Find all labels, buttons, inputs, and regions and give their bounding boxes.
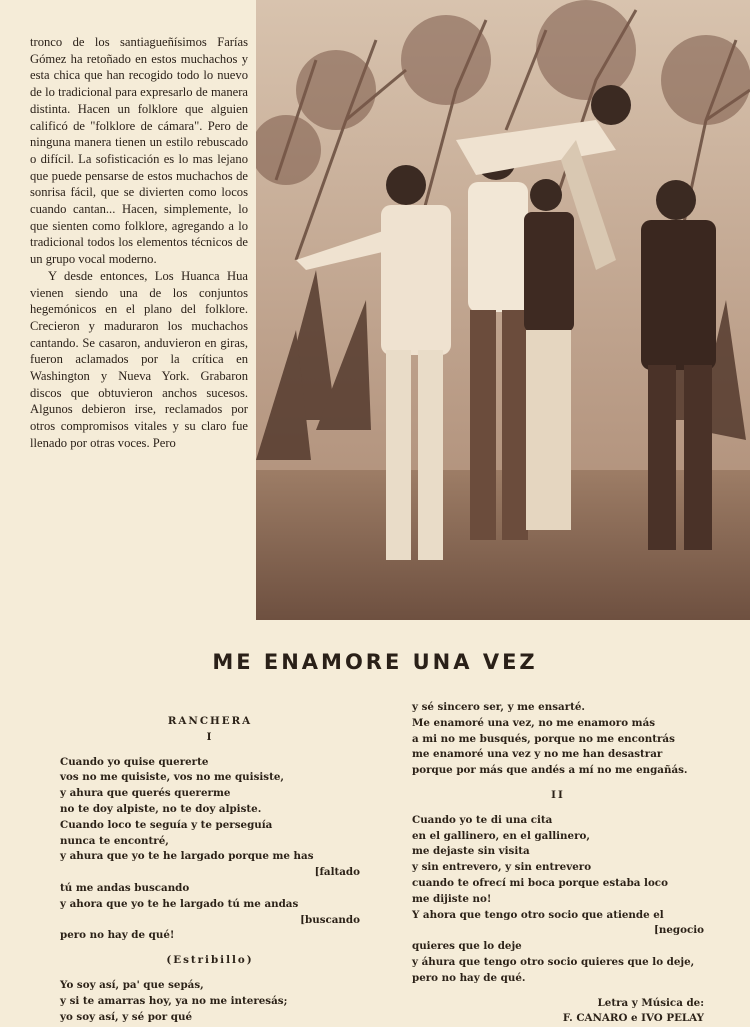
lyric-line: a mi no me busqués, porque no me encontrás [412,732,675,745]
section-two-label: II [551,788,565,801]
lyric-line: vos no me quisiste, vos no me quisiste, [60,771,284,784]
song-genre: RANCHERA [167,715,253,727]
lyric-line: Cuando yo quise quererte [60,755,209,768]
lyric-line: yo soy así, y sé por qué [60,1010,193,1023]
lyrics-left-column [60,714,360,1025]
lyric-line: quieres que lo deje [412,940,522,953]
lyric-line: y sé sincero ser, y me ensarté. [412,701,586,713]
lyric-line: porque por más que andés a mí no me engañás. [412,764,688,777]
lyric-line: Yo soy así, pa' que sepás, [60,978,204,991]
lyric-line: pero no hay de qué. [412,971,526,984]
article-paragraph-2: Y desde entonces, Los Huanca Hua vienen siendo una de los conjuntos hegemónicos en el plano del folklore. Crecieron y maduraron los muchachos cantando. Se casaron, anduvieron en giras, fueron aclamados por la crítica en Washington y Nueva York. Grabaron discos que obtuvieron anchos sucesos. Algunos debieron irse, reclamados por otros compromisos vitales y su claro fue llenado por otras voces. Pero [30,268,248,450]
lyric-wrap: [faltado [314,866,360,879]
lyric-line: en el gallinero, en el gallinero, [412,829,590,842]
lyric-line: Cuando loco te seguía y te perseguía [60,818,273,831]
estribillo-label: (Estribillo) [166,954,254,967]
article-paragraph-1: tronco de los santiagueñísimos Farías Gómez ha retoñado en estos muchachos y esta chica que han recogido todo lo nuevo de lo tradicional para expresarlo de manera distinta. Hacen un folklore que alguien calificó de "folklore de cámara". Pero de ninguna manera tienen un estilo rebuscado o difícil. La sofisticación es lo mas lejano que puede pensarse de estos muchachos de sonrisa fácil, que se divierten como locos cuando cantan... Hacen, simplemente, lo que sienten como folklore, agregando a lo tradicional todos los elementos técnicos de un grupo vocal moderno. [30,35,248,267]
lyrics-right-column [412,700,704,1027]
article-text-column [30,34,248,452]
credit-label: Letra y Música de: [597,996,704,1009]
lyric-line: y áhura que tengo otro socio quieres que lo deje, [412,955,695,968]
lyric-line: y ahora que yo te he largado tú me andas [60,897,299,910]
lyric-line: pero no hay de qué! [60,929,175,942]
lyric-line: me enamoré una vez y no me han desastrar [412,748,663,761]
lyric-wrap: [buscando [300,913,360,926]
lyric-line: Cuando yo te di una cita [412,813,553,826]
lyric-line: Me enamoré una vez, no me enamoro más [412,716,656,729]
group-photo-illustration [256,0,750,620]
group-photo [256,0,750,620]
lyric-line: y sin entrevero, y sin entrevero [412,861,592,874]
lyric-line: tú me andas buscando [60,881,190,894]
lyric-line: y ahura que yo te he largado porque me has [60,850,314,863]
lyric-line: no te doy alpiste, no te doy alpiste. [60,802,262,815]
lyric-line: nunca te encontré, [60,834,169,847]
lyric-line: me dejaste sin visita [412,845,530,858]
lyric-line: me dijiste no! [412,892,492,905]
section-one-label: I [206,730,214,743]
lyric-line: y si te amarras hoy, ya no me interesás; [60,994,288,1007]
lyric-line: cuando te ofrecí mi boca porque estaba loco [412,876,668,889]
lyric-line: Y ahora que tengo otro socio que atiende el [412,908,664,921]
lyric-line: y ahura que querés quererme [60,787,231,800]
song-title: ME ENAMORE UNA VEZ [212,650,538,674]
credit-names: F. CANARO e IVO PELAY [562,1012,704,1025]
lyric-wrap: [negocio [653,924,704,937]
